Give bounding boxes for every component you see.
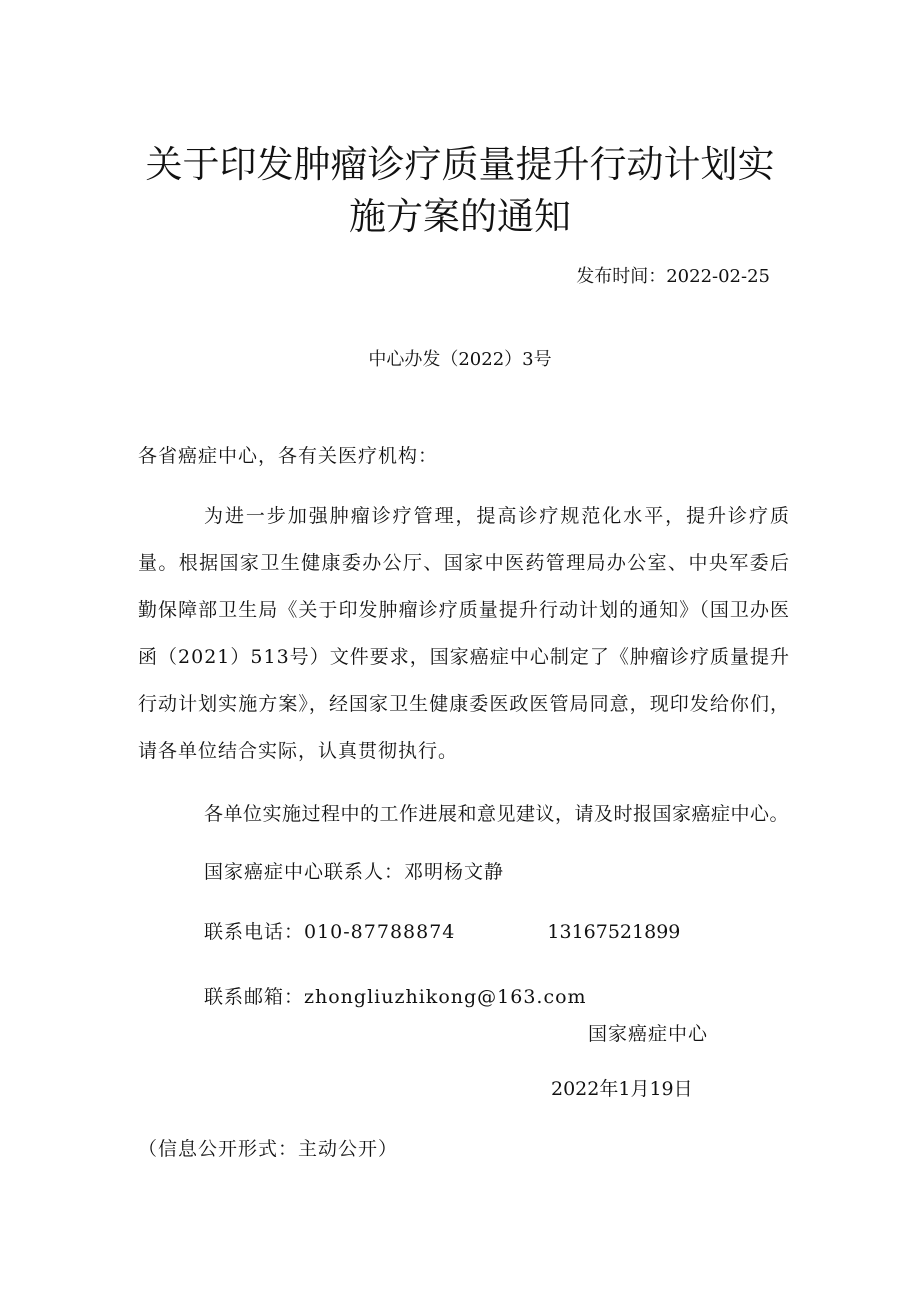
- contact-phone-secondary: 13167521899: [547, 921, 681, 943]
- disclosure-form: （信息公开形式：主动公开）: [138, 1138, 399, 1160]
- signer-organization: 国家癌症中心: [588, 1023, 709, 1045]
- body-paragraph: 为进一步加强肿瘤诊疗管理，提高诊疗规范化水平，提升诊疗质量。根据国家卫生健康委办公厅、国家中医药管理局办公室、中央军委后勤保障部卫生局《关于印发肿瘤诊疗质量提升行动计划的通知》（国卫办医函（2021）513号）文件要求，国家癌症中心制定了《肿瘤诊疗质量提升行动计划实施方案》，经国家卫生健康委医政医管局同意，现印发给你们，请各单位结合实际，认真贯彻执行。: [138, 505, 790, 762]
- document-title: [0, 140, 920, 242]
- contact-person: 国家癌症中心联系人：邓明杨文静: [204, 861, 505, 883]
- sign-date: 2022年1月19日: [551, 1078, 693, 1100]
- implementation-note: 各单位实施过程中的工作进展和意见建议，请及时报国家癌症中心。: [204, 803, 790, 825]
- document-title-line-1: 关于印发肿瘤诊疗质量提升行动计划实: [145, 143, 775, 186]
- contact-email: 联系邮箱：zhongliuzhikong@163.com: [204, 986, 587, 1008]
- document-title-line-2: 施方案的通知: [349, 195, 571, 238]
- salutation: 各省癌症中心，各有关医疗机构：: [138, 445, 439, 467]
- document-number: 中心办发（2022）3号: [368, 349, 552, 370]
- contact-phone-primary: 联系电话：010-87788874: [204, 921, 456, 943]
- publish-time: 发布时间：2022-02-25: [576, 266, 770, 287]
- contact-phone: [204, 920, 680, 944]
